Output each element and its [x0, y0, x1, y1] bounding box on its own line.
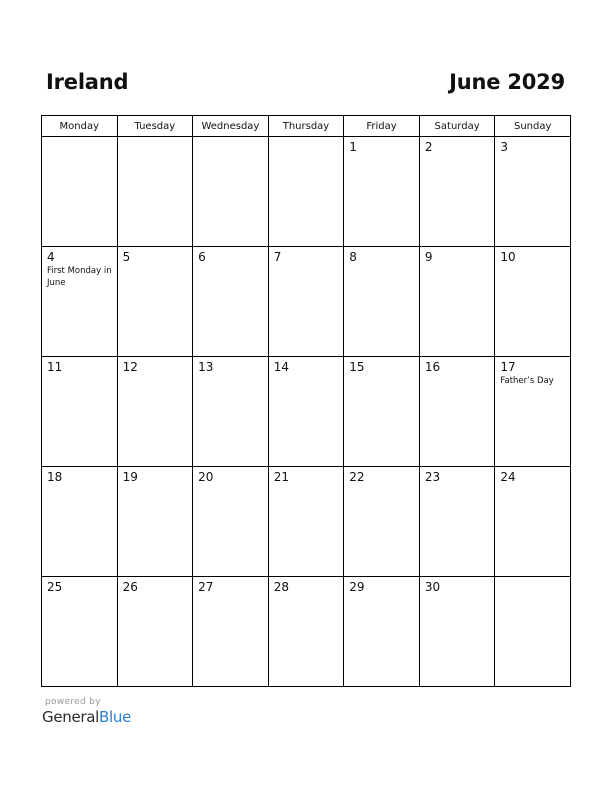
month-year-title: June 2029 — [449, 70, 565, 94]
day-number: 2 — [424, 140, 433, 154]
day-cell — [42, 247, 118, 357]
day-cell — [419, 137, 495, 247]
week-row — [42, 357, 571, 467]
day-cell — [117, 577, 193, 687]
day-number: 8 — [349, 250, 357, 264]
day-number: 14 — [273, 360, 289, 374]
day-cell — [419, 467, 495, 577]
day-number: 17 — [500, 360, 516, 374]
day-number: 6 — [198, 250, 206, 264]
day-number: 9 — [424, 250, 433, 264]
day-cell — [42, 137, 118, 247]
day-number — [118, 137, 193, 141]
day-cell — [495, 467, 571, 577]
day-cell — [344, 137, 420, 247]
holiday-label: Father’s Day — [500, 376, 554, 386]
day-cell — [117, 467, 193, 577]
weekday-header: Tuesday — [117, 116, 193, 137]
day-cell — [268, 467, 344, 577]
day-number: 20 — [198, 470, 214, 484]
logo-general-text: General — [42, 708, 100, 726]
day-cell — [495, 357, 571, 467]
day-number: 13 — [198, 360, 214, 374]
day-number: 27 — [198, 580, 214, 594]
week-row — [42, 467, 571, 577]
weekday-header: Saturday — [419, 116, 495, 137]
day-number: 18 — [47, 470, 63, 484]
day-number: 26 — [122, 580, 138, 594]
day-cell — [495, 577, 571, 687]
day-cell — [268, 247, 344, 357]
powered-by-label: powered by — [45, 697, 101, 707]
day-number: 12 — [122, 360, 138, 374]
day-number — [42, 137, 117, 141]
day-number: 3 — [500, 140, 509, 154]
calendar-body — [42, 137, 571, 687]
day-cell — [268, 577, 344, 687]
day-number: 24 — [500, 470, 516, 484]
weekday-header-row — [42, 116, 571, 137]
day-number: 5 — [122, 250, 131, 264]
day-number: 19 — [122, 470, 138, 484]
day-cell — [193, 577, 269, 687]
day-cell — [419, 357, 495, 467]
day-number — [193, 137, 268, 141]
day-number: 28 — [273, 580, 289, 594]
day-cell — [344, 577, 420, 687]
day-cell — [42, 357, 118, 467]
day-cell — [42, 467, 118, 577]
generalblue-logo — [42, 708, 131, 726]
weekday-header: Monday — [42, 116, 118, 137]
week-row — [42, 577, 571, 687]
day-cell — [344, 467, 420, 577]
weekday-header: Friday — [344, 116, 420, 137]
day-number: 25 — [47, 580, 63, 594]
day-number: 11 — [47, 360, 63, 374]
day-cell — [419, 577, 495, 687]
day-number: 21 — [273, 470, 289, 484]
holiday-label: First Monday in June — [47, 266, 112, 288]
day-number: 23 — [424, 470, 441, 484]
week-row — [42, 247, 571, 357]
weekday-header: Sunday — [495, 116, 571, 137]
day-cell — [117, 247, 193, 357]
day-cell — [193, 357, 269, 467]
day-cell — [419, 247, 495, 357]
day-cell — [42, 577, 118, 687]
day-cell — [193, 247, 269, 357]
day-cell — [344, 357, 420, 467]
day-cell — [495, 247, 571, 357]
calendar-grid — [41, 115, 571, 687]
weekday-header: Thursday — [268, 116, 344, 137]
day-cell — [117, 357, 193, 467]
day-cell — [268, 357, 344, 467]
day-number: 15 — [349, 360, 365, 374]
weekday-header: Wednesday — [193, 116, 269, 137]
logo-blue-text: Blue — [99, 708, 132, 726]
day-cell — [193, 467, 269, 577]
day-number: 30 — [424, 580, 441, 594]
day-number — [495, 577, 570, 581]
day-number: 16 — [424, 360, 441, 374]
day-cell — [117, 137, 193, 247]
day-number: 22 — [349, 470, 365, 484]
day-number: 4 — [47, 250, 55, 264]
day-number: 7 — [273, 250, 282, 264]
day-number — [269, 137, 344, 141]
day-cell — [193, 137, 269, 247]
week-row — [42, 137, 571, 247]
day-cell — [495, 137, 571, 247]
day-number: 29 — [349, 580, 365, 594]
day-number: 1 — [349, 140, 357, 154]
day-cell — [268, 137, 344, 247]
day-number: 10 — [500, 250, 516, 264]
country-title: Ireland — [46, 70, 129, 94]
day-cell — [344, 247, 420, 357]
